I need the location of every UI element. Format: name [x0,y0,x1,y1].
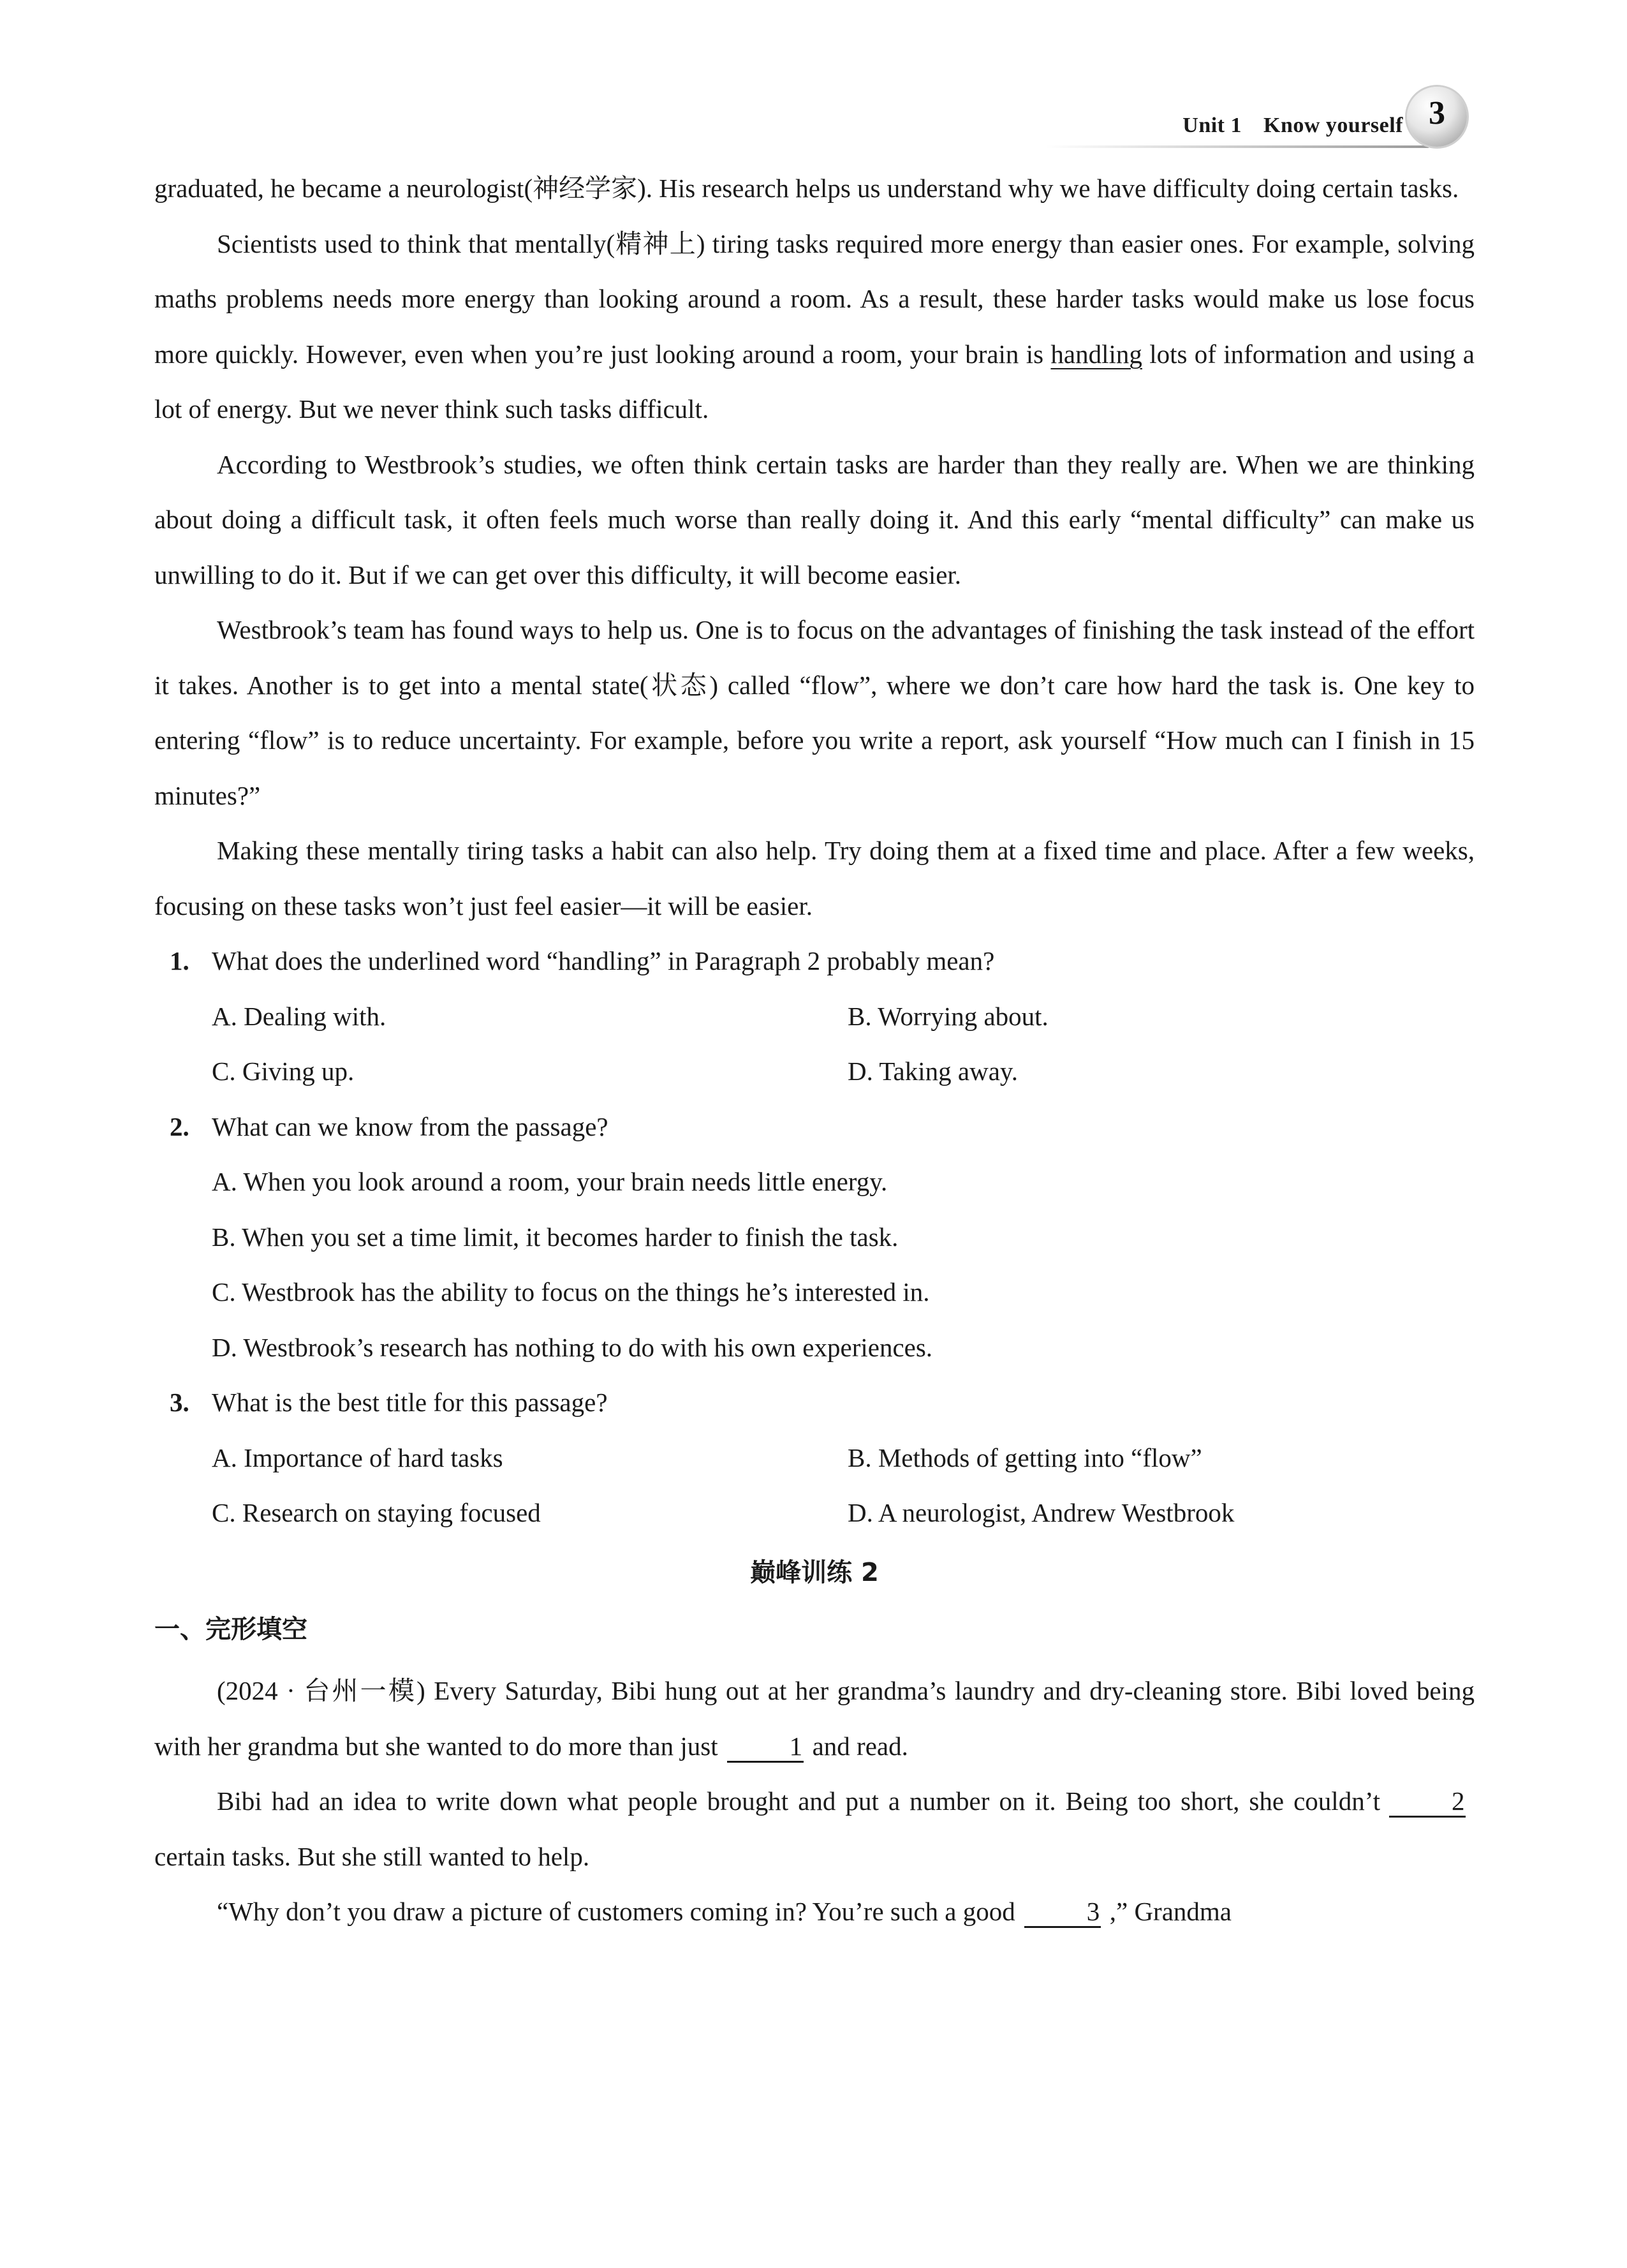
cloze-text: Bibi had an idea to write down what people brought and put a number on it. Being too short, she couldn’t [217,1786,1380,1816]
options-row [154,989,1475,1044]
page-header [1020,96,1480,153]
option-a: A. Importance of hard tasks [212,1442,503,1472]
question-number: 3. [170,1388,189,1417]
cloze-text: certain tasks. But she still wanted to help. [154,1841,590,1871]
question-text: What does the underlined word “handling” in Paragraph 2 probably mean? [212,946,995,975]
passage-paragraph-4: Making these mentally tiring tasks a habit can also help. Try doing them at a fixed time and place. After a few weeks, focusing on these tasks won’t just feel easier—it will be easier. [154,836,1475,921]
passage-paragraph-1-text-a: Scientists used to think that mentally(精神上) tiring tasks required more energy than easier ones. For example, solving maths problems needs more energy than looking around a room. As a result, these harder tasks would make us lose focus more quickly. However, even when you’re just looking around a room, your brain is [154,228,1475,369]
cloze-blank-1: 1 [727,1731,804,1763]
option-b: B. Methods of getting into “flow” [848,1442,1202,1472]
option-b: B. Worrying about. [848,1001,1049,1031]
unit-label: Unit 1 [1182,114,1242,137]
passage-paragraph-3: Westbrook’s team has found ways to help us. One is to focus on the advantages of finishing the task instead of the effort it takes. Another is to get into a mental state(状态) called “flow”, where we don’t care how hard the task is. One key to entering “flow” is to reduce uncertainty. For example, before you write a report, ask yourself “How much can I finish in 15 minutes?” [154,615,1475,810]
option-c: C. Westbrook has the ability to focus on the things he’s interested in. [212,1277,930,1307]
cloze-paragraph-1 [154,1663,1475,1774]
option-b: B. When you set a time limit, it becomes harder to finish the task. [212,1222,899,1252]
passage-paragraph-0: graduated, he became a neurologist(神经学家). His research helps us understand why we have difficulty doing certain tasks. [154,174,1459,203]
cloze-blank-3: 3 [1024,1897,1101,1928]
passage-paragraph-1 [154,216,1475,437]
cloze-text: ,” Grandma [1109,1897,1232,1926]
section-title: 巅峰训练 2 [750,1557,879,1587]
option-a: A. When you look around a room, your brain needs little energy. [212,1167,888,1196]
option-d: D. Taking away. [848,1056,1018,1086]
option-a: A. Dealing with. [212,1001,387,1031]
passage-paragraph-2: According to Westbrook’s studies, we often think certain tasks are harder than they really are. When we are thinking about doing a difficult task, it often feels much worse than really doing it. And this early “mental difficulty” can make us unwilling to do it. But if we can get over this difficulty, it will become easier. [154,449,1475,589]
option-d: D. A neurologist, Andrew Westbrook [848,1498,1235,1527]
cloze-paragraph-3 [154,1884,1475,1939]
part-heading: 一、完形填空 [154,1615,307,1644]
question-number: 2. [170,1111,189,1141]
page-number-badge [1407,87,1467,147]
cloze-paragraph-2 [154,1774,1475,1884]
page-content [154,161,1475,1939]
header-running-title [1182,114,1403,138]
option-d: D. Westbrook’s research has nothing to do with his own experiences. [212,1332,933,1362]
question-text: What can we know from the passage? [212,1111,608,1141]
options-row [154,1485,1475,1541]
cloze-text: (2024 · 台州一模) Every Saturday, Bibi hung out at her grandma’s laundry and dry-cleaning store. Bibi loved being with her grandma but she wanted to do more than just [154,1676,1475,1761]
options-row [154,1044,1475,1099]
cloze-blank-2: 2 [1389,1786,1466,1818]
unit-title: Know yourself [1263,114,1403,137]
cloze-text: and read. [812,1731,908,1761]
question-1 [154,933,1475,989]
option-c: C. Giving up. [212,1056,355,1086]
question-text: What is the best title for this passage? [212,1388,608,1417]
page-number: 3 [1429,95,1445,131]
question-2 [154,1099,1475,1155]
header-rule [1046,145,1429,148]
question-3 [154,1375,1475,1430]
option-c: C. Research on staying focused [212,1498,541,1527]
question-number: 1. [170,946,189,975]
underlined-word: handling [1050,339,1142,369]
passage-paragraph-1-text-b: lots of information and using a lot of energy. But we never think such tasks difficult. [154,339,1475,424]
cloze-text: “Why don’t you draw a picture of customers coming in? You’re such a good [217,1897,1015,1926]
options-row [154,1430,1475,1486]
